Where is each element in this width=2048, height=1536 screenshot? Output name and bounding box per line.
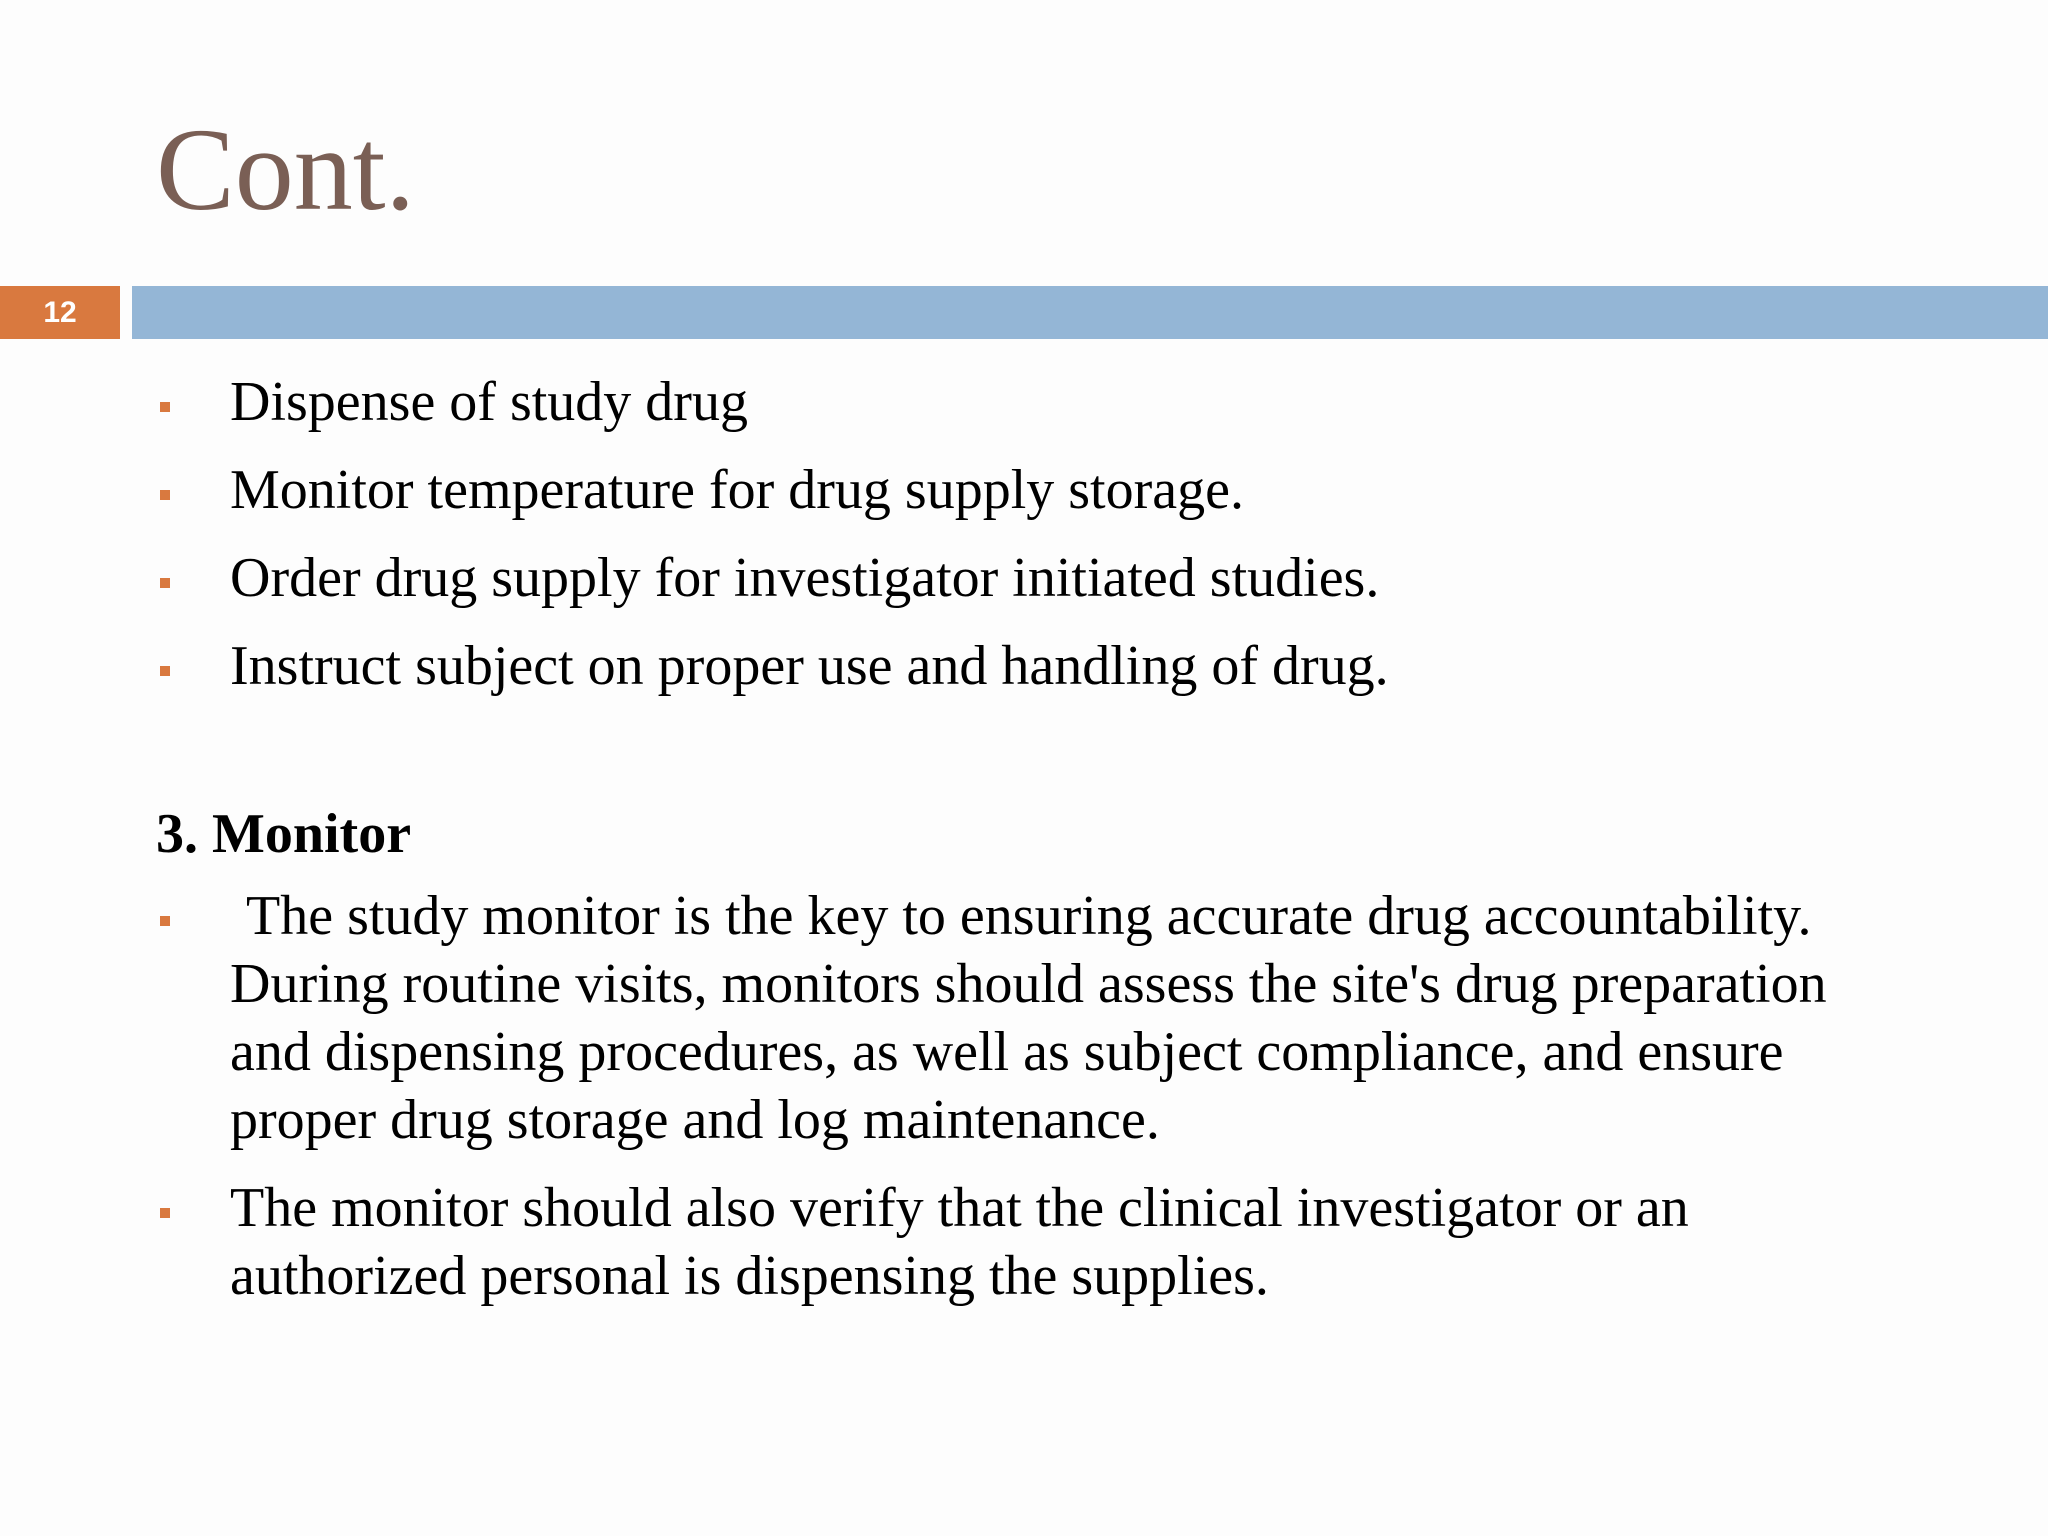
slide-content [156,368,1916,1330]
title-divider-bar [132,286,2048,339]
square-bullet-icon [160,1208,170,1218]
list-item [156,632,1916,700]
slide-title: Cont. [156,104,415,235]
list-item-text: The study monitor is the key to ensuring accurate drug accountability. During routine visits, monitors should assess the site's drug preparation and dispensing procedures, as well as subject compliance, and ensure proper drug storage and log maintenance. [230,885,1827,1151]
list-item-text: Order drug supply for investigator initiated studies. [230,547,1380,609]
list-item-text: The monitor should also verify that the clinical investigator or an authorized personal is dispensing the supplies. [230,1177,1689,1307]
list-item [156,882,1916,1154]
list-item [156,1174,1916,1310]
square-bullet-icon [160,916,170,926]
list-item-text: Instruct subject on proper use and handling of drug. [230,635,1389,697]
square-bullet-icon [160,402,170,412]
list-item [156,544,1916,612]
list-item [156,368,1916,436]
page-number-badge: 12 [0,286,120,339]
list-item-text: Monitor temperature for drug supply storage. [230,459,1244,521]
square-bullet-icon [160,578,170,588]
section-heading: 3. Monitor [156,803,412,865]
square-bullet-icon [160,666,170,676]
list-item [156,456,1916,524]
bullet-list-monitor [156,882,1916,1310]
list-item-text: Dispense of study drug [230,371,748,433]
bullet-list-top [156,368,1916,700]
square-bullet-icon [160,490,170,500]
